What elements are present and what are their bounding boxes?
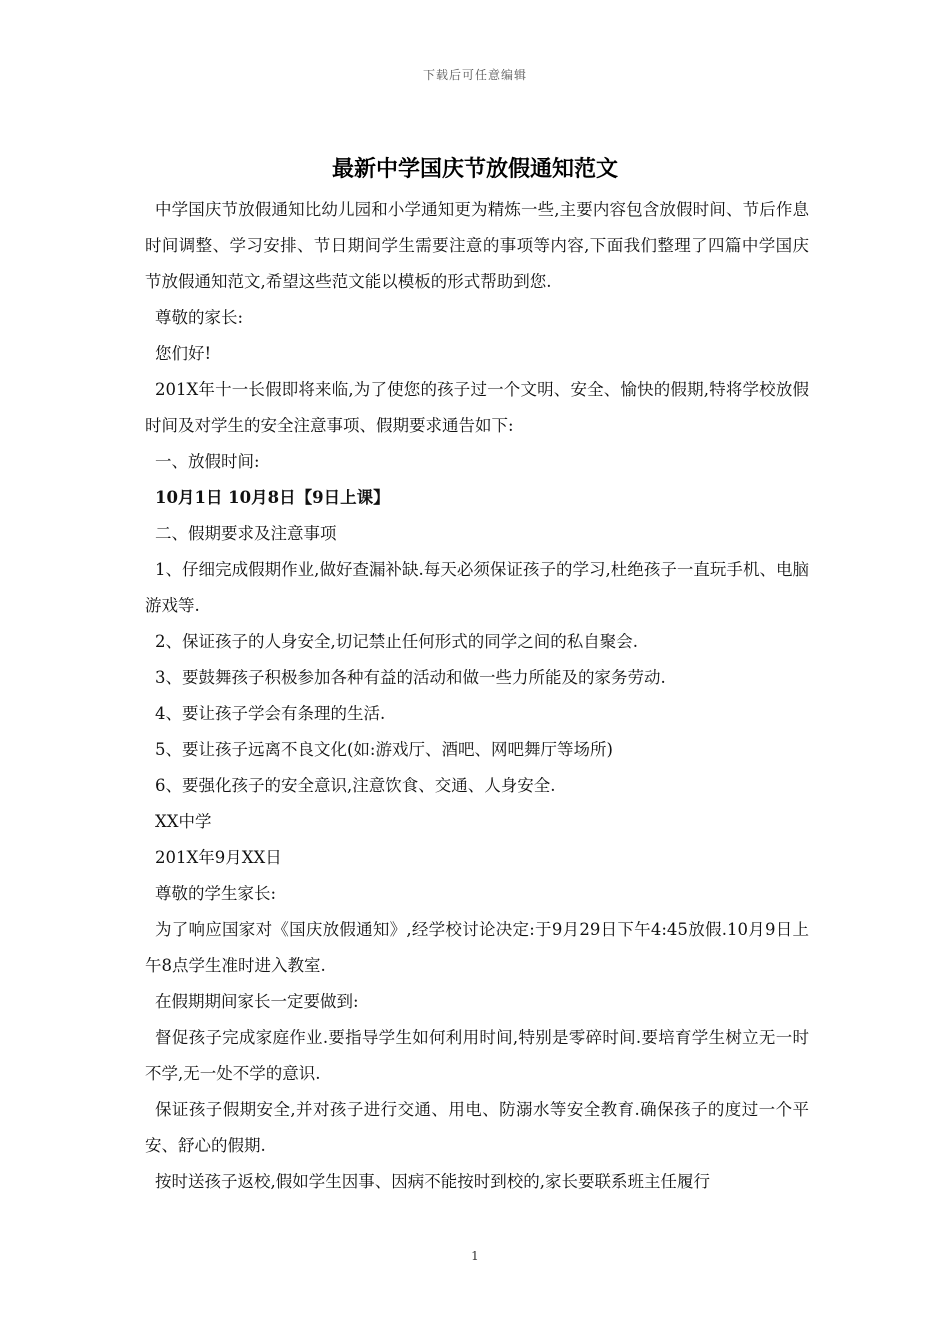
body-paragraph: 为了响应国家对《国庆放假通知》,经学校讨论决定:于9月29日下午4:45放假.10月9日上午8点学生准时进入教室. (145, 920, 809, 975)
list-item: 2、保证孩子的人身安全,切记禁止任何形式的同学之间的私自聚会. (155, 632, 638, 651)
intro-paragraph: 中学国庆节放假通知比幼儿园和小学通知更为精炼一些,主要内容包含放假时间、节后作息时间调整、学习安排、节日期间学生需要注意的事项等内容,下面我们整理了四篇中学国庆节放假通知范文,希望这些范文能以模板的形式帮助到您. (145, 200, 809, 291)
section-heading: 一、放假时间: (155, 452, 260, 471)
salutation: 尊敬的学生家长: (155, 884, 277, 903)
notice-paragraph: 201X年十一长假即将来临,为了使您的孩子过一个文明、安全、愉快的假期,特将学校放假时间及对学生的安全注意事项、假期要求通告如下: (145, 380, 809, 435)
list-item: 5、要让孩子远离不良文化(如:游戏厅、酒吧、网吧舞厅等场所) (155, 740, 613, 759)
list-item: 3、要鼓舞孩子积极参加各种有益的活动和做一些力所能及的家务劳动. (155, 668, 666, 687)
body-paragraph: 督促孩子完成家庭作业.要指导学生如何利用时间,特别是零碎时间.要培育学生树立无一时不学,无一处不学的意识. (145, 1028, 809, 1083)
list-item: 4、要让孩子学会有条理的生活. (155, 704, 386, 723)
body-paragraph: 保证孩子假期安全,并对孩子进行交通、用电、防溺水等安全教育.确保孩子的度过一个平安、舒心的假期. (145, 1100, 809, 1155)
document-body (145, 192, 809, 1200)
section-heading: 二、假期要求及注意事项 (155, 524, 337, 543)
greeting: 您们好! (155, 344, 212, 363)
list-item: 1、仔细完成假期作业,做好查漏补缺.每天必须保证孩子的学习,杜绝孩子一直玩手机、电脑游戏等. (145, 560, 809, 615)
document-title: 最新中学国庆节放假通知范文 (331, 156, 618, 182)
body-paragraph: 按时送孩子返校,假如学生因事、因病不能按时到校的,家长要联系班主任履行 (155, 1172, 710, 1191)
holiday-dates: 10月1日 10月8日【9日上课】 (155, 488, 390, 507)
salutation: 尊敬的家长: (155, 308, 244, 327)
signature-date: 201X年9月XX日 (155, 848, 282, 867)
body-paragraph: 在假期期间家长一定要做到: (155, 992, 359, 1011)
signature-school: XX中学 (155, 812, 212, 831)
page-header-note: 下载后可任意编辑 (422, 68, 527, 82)
list-item: 6、要强化孩子的安全意识,注意饮食、交通、人身安全. (155, 776, 556, 795)
page-number: 1 (471, 1249, 479, 1263)
